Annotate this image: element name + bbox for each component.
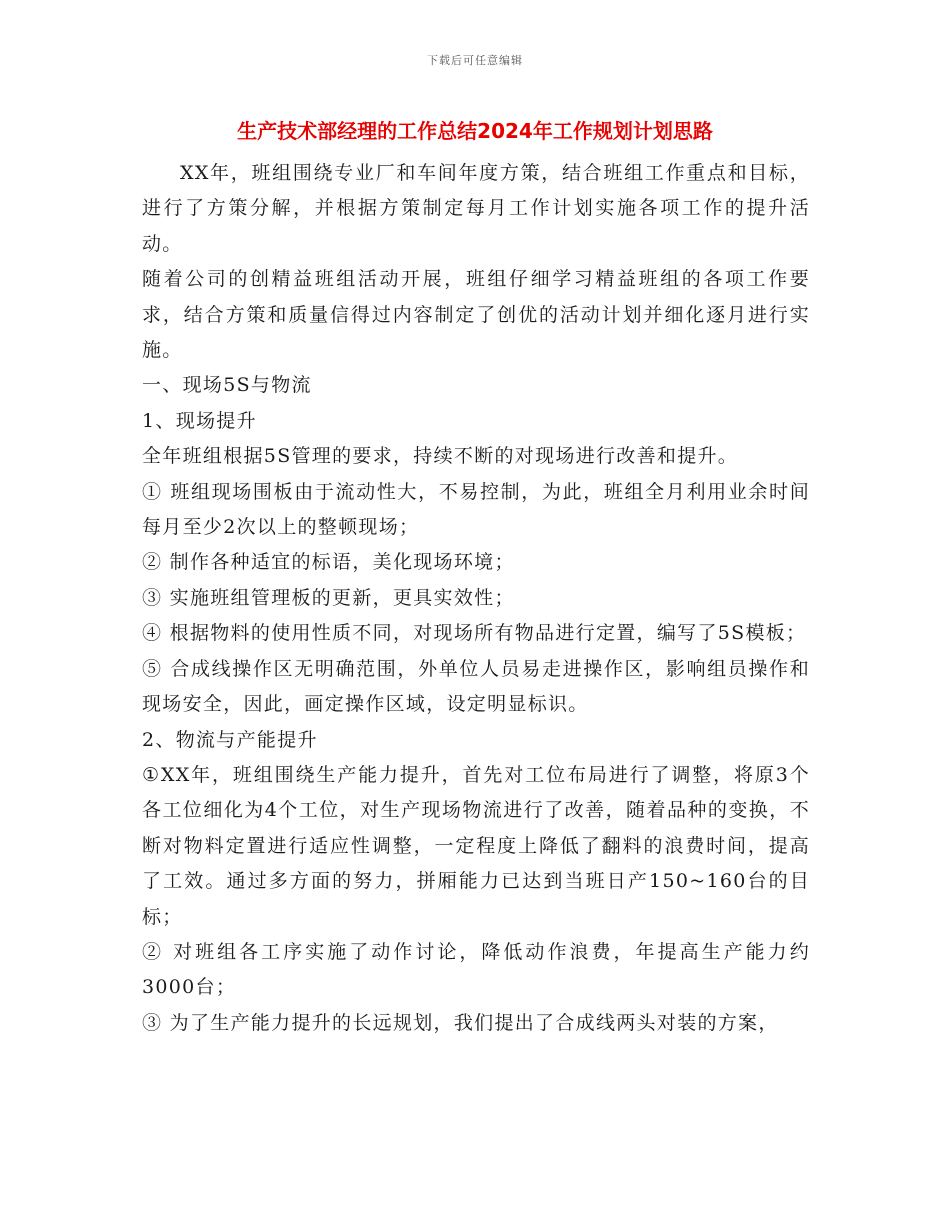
body-paragraph: ③ 实施班组管理板的更新，更具实效性； bbox=[142, 586, 515, 609]
body-paragraph: ④ 根据物料的使用性质不同，对现场所有物品进行定置，编写了5S模板； bbox=[142, 622, 807, 645]
body-paragraph: ③ 为了生产能力提升的长远规划，我们提出了合成线两头对装的方案， bbox=[142, 1011, 779, 1034]
body-paragraph: ①XX年，班组围绕生产能力提升，首先对工位布局进行了调整，将原3个各工位细化为4个工位，对生产现场物流进行了改善，随着品种的变换，不断对物料定置进行适应性调整，一定程度上降低了翻料的浪费时间，提高了工效。通过多方面的努力，拼厢能力已达到当班日产150~160台的目标； bbox=[142, 763, 810, 928]
body-paragraph: 1、现场提升 bbox=[142, 409, 257, 432]
body-paragraph: 随着公司的创精益班组活动开展，班组仔细学习精益班组的各项工作要求，结合方策和质量信得过内容制定了创优的活动计划并细化逐月进行实施。 bbox=[142, 268, 810, 362]
document-body bbox=[142, 156, 810, 1041]
body-paragraph: XX年，班组围绕专业厂和车间年度方策，结合班组工作重点和目标，进行了方策分解，并根据方策制定每月工作计划实施各项工作的提升活动。 bbox=[142, 162, 810, 255]
body-paragraph: ② 制作各种适宜的标语，美化现场环境； bbox=[142, 551, 515, 574]
body-paragraph: ① 班组现场围板由于流动性大，不易控制，为此，班组全月利用业余时间每月至少2次以上的整顿现场； bbox=[142, 480, 810, 539]
body-paragraph: ② 对班组各工序实施了动作讨论，降低动作浪费，年提高生产能力约3000台； bbox=[142, 940, 810, 999]
body-paragraph: 一、现场5S与物流 bbox=[142, 374, 312, 397]
body-paragraph: ⑤ 合成线操作区无明确范围，外单位人员易走进操作区，影响组员操作和现场安全，因此，画定操作区域，设定明显标识。 bbox=[142, 657, 810, 716]
document-title: 生产技术部经理的工作总结2024年工作规划计划思路 bbox=[237, 119, 713, 143]
body-paragraph: 全年班组根据5S管理的要求，持续不断的对现场进行改善和提升。 bbox=[142, 445, 739, 468]
page-header-note: 下载后可任意编辑 bbox=[427, 54, 523, 67]
body-paragraph: 2、物流与产能提升 bbox=[142, 728, 318, 751]
